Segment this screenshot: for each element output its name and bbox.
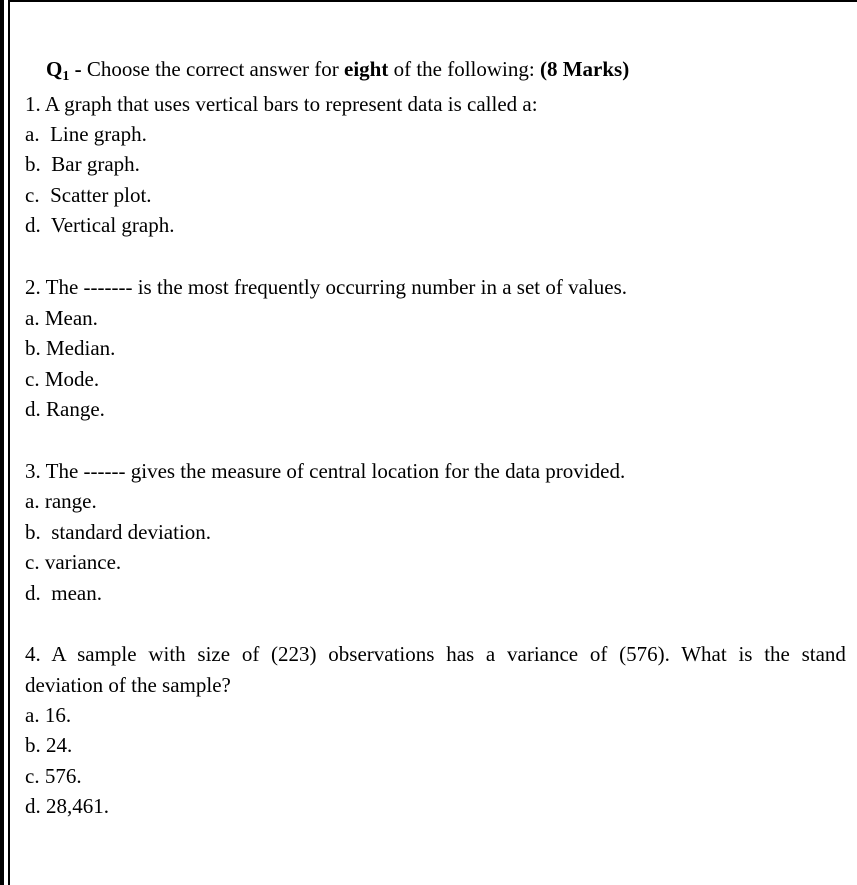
q-instruction-2: of the following:	[388, 57, 540, 81]
question-4-option-b: b. 24.	[25, 733, 73, 757]
question-3-stem: 3. The ------ gives the measure of central location for the data provided.	[25, 459, 626, 483]
question-4-stem-line-2: deviation of the sample?	[25, 673, 231, 697]
question-1-option-c: c. Scatter plot.	[25, 183, 152, 207]
question-3-option-b: b. standard deviation.	[25, 520, 212, 544]
q-dash: -	[69, 57, 87, 81]
question-3-option-c: c. variance.	[25, 550, 122, 574]
page-border-top	[8, 0, 857, 2]
question-3-option-a: a. range.	[25, 489, 97, 513]
question-4-option-a: a. 16.	[25, 703, 72, 727]
question-2-option-a: a. Mean.	[25, 306, 98, 330]
question-2-stem: 2. The ------- is the most frequently occurring number in a set of values.	[25, 275, 628, 299]
question-4-option-c: c. 576.	[25, 764, 82, 788]
question-2-option-b: b. Median.	[25, 336, 116, 360]
question-1-stem: 1. A graph that uses vertical bars to represent data is called a:	[25, 92, 538, 116]
q-bold-word: eight	[344, 57, 389, 81]
question-1-option-b: b. Bar graph.	[25, 152, 140, 176]
q-marks: (8 Marks)	[539, 57, 630, 81]
page-border-left-inner	[8, 0, 10, 885]
question-1-option-d: d. Vertical graph.	[25, 213, 175, 237]
question-2-option-c: c. Mode.	[25, 367, 100, 391]
q-instruction: Choose the correct answer for	[86, 57, 344, 81]
q-subscript: 1	[62, 69, 70, 84]
q-label: Q	[46, 57, 63, 81]
question-2-option-d: d. Range.	[25, 397, 105, 421]
question-4-stem-line-1: 4. A sample with size of (223) observations has a variance of (576). What is the stand	[25, 642, 846, 666]
question-3-option-d: d. mean.	[25, 581, 102, 605]
page-border-left-outer	[0, 0, 4, 885]
question-4-option-d: d. 28,461.	[25, 794, 109, 818]
question-1-option-a: a. Line graph.	[25, 122, 147, 146]
